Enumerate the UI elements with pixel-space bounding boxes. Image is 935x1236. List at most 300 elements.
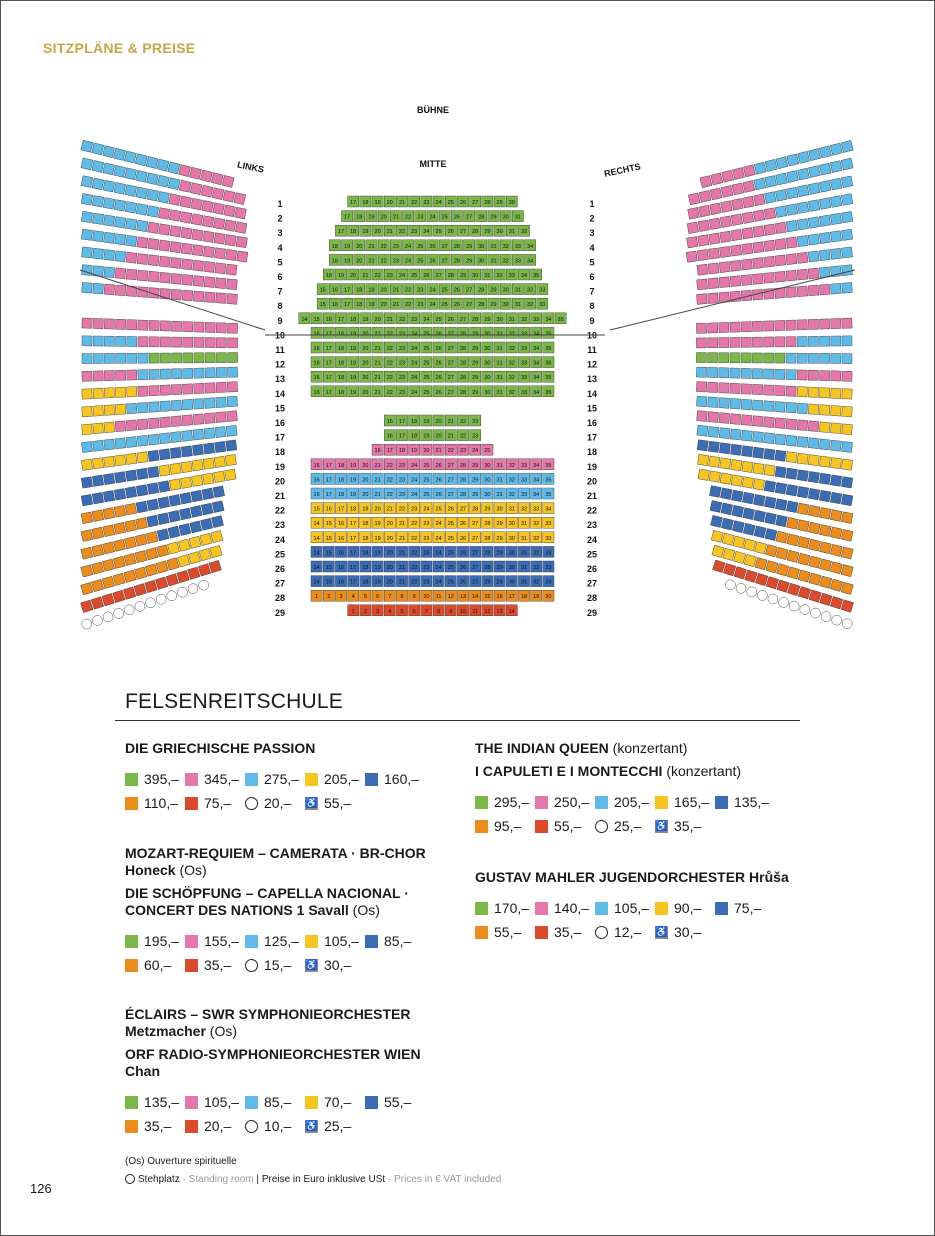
row-number-left: 15 [274,403,286,414]
seat [92,492,104,504]
seat-number: 30 [508,565,515,571]
seat [126,453,137,464]
seat [688,193,700,205]
seat [146,548,158,560]
wing-row-right [696,353,852,364]
price-item-ring [595,818,655,834]
seat [160,385,170,395]
seat [169,210,181,222]
seat-number: 34 [533,360,540,367]
price-value: 12,– [614,924,642,940]
wing-row-right [696,318,852,333]
seat [775,353,785,363]
seat-number: 27 [459,229,467,236]
price-value: 205,– [614,794,650,810]
seat-number: 27 [466,214,473,221]
seat [180,212,192,224]
seat-number: 29 [472,360,479,367]
row-number-left: 24 [274,534,286,545]
seat [775,466,786,477]
seat [788,583,801,596]
seat-number: 19 [423,433,430,440]
seat-number: 33 [539,302,546,309]
seat-number: 33 [520,492,528,498]
seat [82,318,92,328]
seat [222,175,234,187]
standing-room-icon [595,820,608,833]
event-title [125,885,445,919]
seat [201,518,213,530]
seat [114,217,125,228]
seat-number: 32 [502,258,509,265]
seat-number: 23 [411,506,418,513]
seat [179,180,191,192]
seat [808,319,818,329]
standing-room-icon [245,797,258,810]
seat [699,190,711,202]
seat [81,565,93,577]
seat [203,443,214,454]
seat [93,423,104,434]
seat [786,204,798,216]
seat [179,523,191,535]
seat [180,196,192,208]
seat [138,337,148,347]
seat-number: 21 [374,492,381,498]
seat-number: 29 [496,550,503,557]
seat [841,459,852,470]
seat-number: 22 [398,506,406,513]
seat-number: 29 [472,331,479,338]
seat [157,513,169,525]
seat [171,400,182,411]
seat-number: 29 [484,229,491,236]
seat [149,320,159,330]
seat [92,562,104,574]
event-name: ÉCLAIRS – SWR SYMPHONIEORCHESTER Metzmacher [125,1006,411,1039]
seat [732,167,744,179]
seat-number: 22 [405,302,412,309]
seat [742,243,753,254]
seat [149,353,159,363]
seat [743,165,755,177]
seat [138,320,148,330]
seat-number: 11 [472,608,479,615]
seat [698,220,710,232]
price-item-pink [535,794,595,810]
seat-number: 18 [520,594,528,601]
seat-number: 34 [533,462,540,469]
seat [148,238,159,249]
seat [115,455,126,466]
seat [709,218,721,230]
seat [753,463,764,474]
seat [709,486,721,498]
seat [113,590,126,603]
seat [809,590,822,603]
seat-number: 18 [337,389,345,396]
seat-number: 26 [435,492,442,498]
seat-number: 18 [337,360,345,367]
seat [841,194,853,206]
seat [190,521,202,533]
seat [204,428,215,439]
seat-number: 11 [435,594,442,601]
price-item-green [125,771,185,787]
seat-number: 19 [350,492,357,498]
seat [159,449,170,460]
seat [830,423,841,434]
event-name: DIE SCHÖPFUNG – CAPELLA NACIONAL · CONCERT DES NATIONS 1 Savall [125,885,409,918]
seat-number: 27 [466,302,473,309]
seat-number: 32 [508,492,515,498]
seat [797,403,808,414]
seat-number: 17 [350,200,357,206]
seat [734,567,747,580]
seat [731,214,743,226]
wheelchair-icon: ♿ [305,959,318,971]
seat [182,415,193,426]
seat [786,220,797,231]
seat-number: 20 [386,200,393,206]
seat [775,402,786,413]
price-value: 55,– [324,795,352,811]
seat [126,252,137,263]
seat [80,618,93,631]
seat [93,353,103,363]
seat [808,471,819,482]
seat-number: 32 [508,462,515,469]
seat [134,567,146,579]
seat-number: 20 [362,375,369,382]
seat-number: 21 [447,433,454,440]
event-title [475,740,775,757]
seat-number: 19 [350,331,357,338]
seat-number: 23 [423,550,430,557]
seat [798,603,811,616]
seat [786,337,796,347]
seat [764,337,774,347]
color-swatch-lightblue [595,796,608,809]
color-swatch-green [125,773,138,786]
color-swatch-yellow [305,773,318,786]
seat [764,208,776,220]
seat [103,198,115,210]
seat [166,574,179,587]
seat [227,382,237,392]
seat-number: 22 [411,579,418,586]
seat-number: 35 [557,316,564,323]
row-number-left: 7 [277,286,283,297]
seat-number: 22 [380,243,387,250]
seat-number: 9 [449,608,453,615]
seat-number: 30 [508,550,515,557]
seat [171,289,182,300]
seat-number: 21 [392,214,399,221]
seat-number: 22 [411,565,418,571]
seat [786,435,797,446]
seat [712,545,724,557]
seat [841,547,853,559]
seat-number: 30 [508,200,515,206]
seat [157,175,169,187]
seat-number: 14 [313,521,320,528]
seat [125,218,136,229]
price-item-wc [305,957,365,973]
seat [697,425,708,436]
seat [732,183,744,195]
seat [754,526,766,538]
row-number-left: 16 [274,418,286,428]
seat-number: 18 [356,214,363,221]
price-item-blue [715,900,775,916]
color-swatch-pink [535,902,548,915]
seat-number: 19 [374,565,381,571]
seat-number: 33 [520,331,528,338]
seat-number: 20 [435,419,442,425]
seat [741,337,751,347]
seat [841,600,854,613]
price-block-4 [475,869,789,940]
seat [808,353,818,363]
seat [204,277,215,288]
seat [216,353,226,363]
seat [719,322,729,332]
seat-number: 22 [386,492,393,498]
seat-number: 22 [459,419,467,425]
seat-number: 24 [411,331,418,338]
seat-number: 19 [337,273,345,279]
seat [159,240,170,251]
seat [764,224,775,235]
seat-number: 32 [527,302,534,309]
seat [137,237,148,248]
seat [697,279,708,290]
seat-number: 20 [386,550,393,557]
seat [797,185,809,197]
seat-number: 17 [344,287,351,294]
seat-number: 3 [376,608,380,615]
seat-number: 30 [484,375,491,382]
seat [830,510,842,522]
seat [808,488,820,500]
color-swatch-red [185,959,198,972]
seat [213,218,225,230]
seat [91,579,103,591]
seat-number: 21 [386,229,393,236]
seat [183,322,193,332]
seat [125,185,137,197]
seat-number: 22 [405,214,412,221]
seat [147,189,159,201]
seat [765,513,777,525]
color-swatch-blue [365,773,378,786]
seat-number: 19 [423,419,430,425]
seat [155,593,168,606]
seat-number: 24 [411,477,418,484]
seat [202,488,214,500]
seat [841,158,853,170]
seat [115,421,126,432]
seat-number: 18 [356,287,363,294]
price-item-pink [535,900,595,916]
seat-number: 28 [478,214,485,221]
seat-number: 32 [496,273,503,279]
seat-number: 24 [411,462,418,469]
seat-number: 25 [447,535,454,542]
seat-number: 22 [405,287,412,294]
seat [808,200,820,212]
section-header: SITZPLÄNE & PREISE [43,40,196,56]
seat-number: 21 [374,462,381,469]
seat-number: 25 [447,200,454,206]
seat [183,337,193,347]
prices-note: Preise in Euro inklusive USt [261,1174,386,1185]
seat [808,421,819,432]
seat [787,154,799,166]
seat [138,353,148,363]
price-value: 35,– [674,818,702,834]
seat [125,520,137,532]
seat-number: 19 [350,477,357,484]
seat-number: 20 [423,448,430,455]
seat-number: 24 [435,535,442,542]
seat [82,406,93,417]
seat [115,319,125,329]
seat-number: 28 [459,375,467,382]
seat-number: 29 [496,535,503,542]
seat [786,452,797,463]
seat [697,440,708,451]
seat-number: 15 [325,535,332,542]
seat [103,180,115,192]
seat-number: 29 [490,302,497,309]
seat-number: 29 [496,521,503,528]
seat-number: 23 [398,389,406,396]
seat [137,270,148,281]
seat [808,505,820,517]
seat-number: 21 [368,258,375,265]
seat [719,443,730,454]
seat-number: 20 [362,492,369,498]
seat-number: 18 [356,302,363,309]
seat [753,479,765,491]
seat [102,593,115,606]
seat [81,140,93,152]
seat [159,256,170,267]
seat-number: 20 [386,579,393,586]
seat-number: 28 [459,389,467,396]
seat [753,242,764,253]
color-swatch-green [125,935,138,948]
seat [148,271,159,282]
wheelchair-icon: ♿ [655,926,668,938]
seat-number: 20 [362,360,369,367]
seat [797,370,807,380]
seat [81,477,92,488]
seat [191,490,203,502]
seat-number: 31 [496,492,503,498]
seat-number: 26 [447,229,454,236]
seat-number: 26 [453,214,460,221]
row-number-right: 17 [586,432,598,443]
seat-number: 34 [545,506,552,513]
seat [115,370,125,380]
seat [819,405,830,416]
seat-number: 22 [374,273,381,279]
event-name: ORF RADIO-SYMPHONIEORCHESTER WIEN Chan [125,1046,421,1079]
seat-number: 31 [496,360,503,367]
seat [724,578,737,591]
color-swatch-red [185,797,198,810]
seat-number: 26 [459,550,467,557]
price-item-pink [185,933,245,949]
seat-number: 30 [508,521,515,528]
seat [841,247,852,258]
seat [170,432,181,443]
seat-number: 33 [514,258,521,265]
seat [820,353,830,363]
seat-number: 21 [374,331,381,338]
seat [205,398,216,409]
seat-number: 21 [398,550,406,557]
seat-number: 29 [472,492,479,498]
seat-number: 7 [388,594,392,601]
seat-number: 24 [411,346,418,352]
seat [711,515,723,527]
seat [808,455,819,466]
row-number-left: 28 [274,593,286,604]
seat [210,545,222,557]
seat [156,561,168,573]
seat [719,338,729,348]
seat [191,475,203,487]
seat-number: 10 [423,594,430,601]
seat [775,320,785,330]
seat [741,399,752,410]
seat [719,413,730,424]
seat-number: 21 [374,389,381,396]
seat [696,323,706,333]
seat [763,385,773,395]
seat-number: 16 [313,375,320,382]
seat [732,521,744,533]
seat [136,485,148,497]
seat [830,492,842,504]
seat [188,567,201,580]
seat [169,194,181,206]
price-item-orange [125,1118,185,1134]
seat [819,146,831,158]
seat [819,422,830,433]
seat-number: 27 [447,346,454,352]
seat [830,579,842,591]
seat [202,200,214,212]
seat [104,422,115,433]
seat-number: 27 [466,287,473,294]
seat [722,170,734,182]
seat-number: 32 [502,243,509,250]
seat-number: 13 [459,594,467,601]
seat [797,320,807,330]
seat-number: 23 [386,273,393,279]
seat [797,252,808,263]
row-number-left: 23 [274,520,286,531]
seat-number: 35 [545,375,552,382]
seat [227,396,238,407]
seat [841,176,853,188]
seat [127,336,137,346]
